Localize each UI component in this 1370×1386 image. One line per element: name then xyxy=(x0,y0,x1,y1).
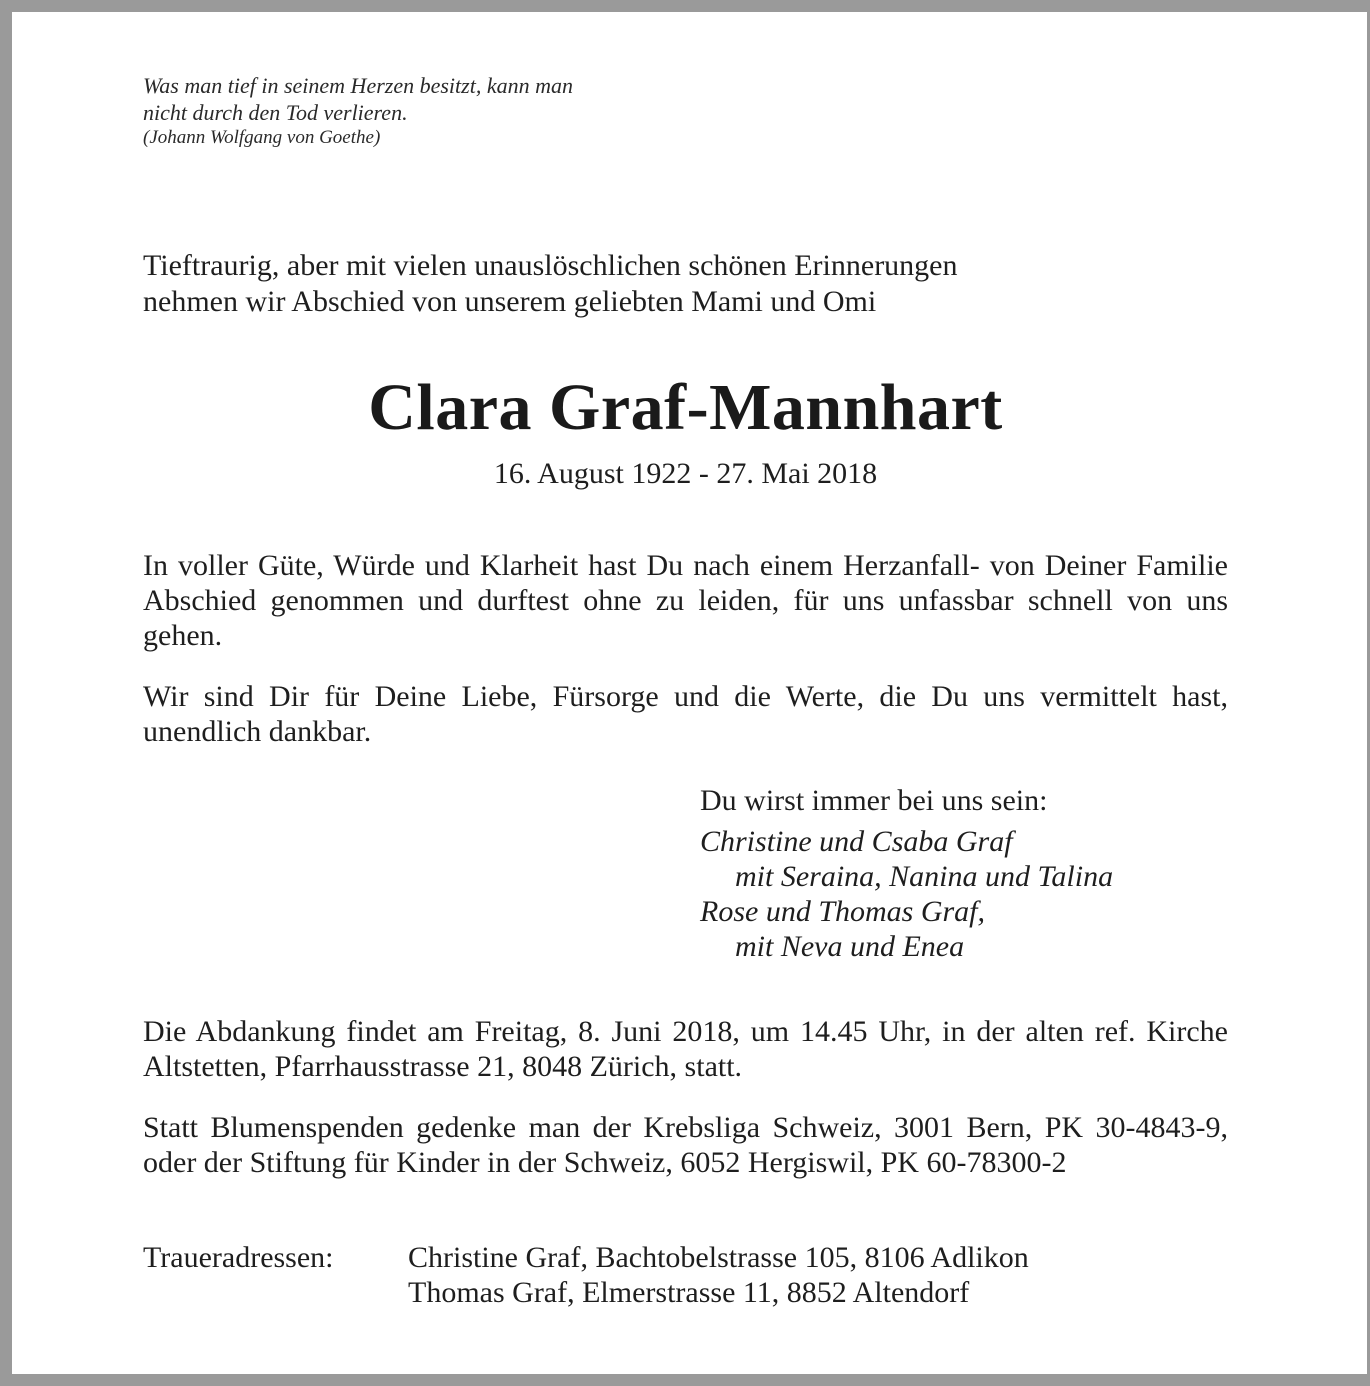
quote-line: Was man tief in seinem Herzen besitzt, kann man xyxy=(143,73,573,98)
life-dates: 16. August 1922 - 27. Mai 2018 xyxy=(493,457,878,490)
mourning-addresses xyxy=(143,1240,1228,1310)
quote-author: (Johann Wolfgang von Goethe) xyxy=(143,127,381,148)
donation-info: Statt Blumenspenden gedenke man der Krebsliga Schweiz, 3001 Bern, PK 30-4843-9, oder der Stiftung für Kinder in der Schweiz, 6052 Hergiswil, PK 60-78300-2 xyxy=(143,1111,1228,1179)
family-signature xyxy=(700,783,1230,964)
intro-text xyxy=(143,248,1228,320)
family-heading: Du wirst immer bei uns sein: xyxy=(700,784,1048,817)
family-member: mit Neva und Enea xyxy=(735,930,965,963)
gratitude-paragraph: Wir sind Dir für Deine Liebe, Fürsorge und die Werte, die Du uns vermittelt hast, unendlich dankbar. xyxy=(143,680,1228,748)
ceremony-info: Die Abdankung findet am Freitag, 8. Juni 2018, um 14.45 Uhr, in der alten ref. Kirche Altstetten, Pfarrhausstrasse 21, 8048 Zürich, statt. xyxy=(143,1015,1228,1083)
intro-line: Tieftraurig, aber mit vielen unauslöschlichen schönen Erinnerungen xyxy=(143,249,958,282)
address-line: Christine Graf, Bachtobelstrasse 105, 8106 Adlikon xyxy=(408,1241,1029,1274)
farewell-paragraph: In voller Güte, Würde und Klarheit hast Du nach einem Herzanfall- von Deiner Familie Abschied genommen und durftest ohne zu leiden, für uns unfassbar schnell von uns gehen. xyxy=(143,549,1228,652)
quote-line: nicht durch den Tod verlieren. xyxy=(143,100,408,125)
deceased-name: Clara Graf-Mannhart xyxy=(368,371,1003,444)
intro-line: nehmen wir Abschied von unserem geliebten Mami und Omi xyxy=(143,285,877,318)
addresses-label: Traueradressen: xyxy=(143,1241,334,1274)
family-member: Rose und Thomas Graf, xyxy=(700,895,986,928)
family-member: Christine und Csaba Graf xyxy=(700,825,1013,858)
address-line: Thomas Graf, Elmerstrasse 11, 8852 Altendorf xyxy=(408,1276,970,1309)
goethe-quote xyxy=(143,72,843,150)
family-member: mit Seraina, Nanina und Talina xyxy=(735,860,1114,893)
